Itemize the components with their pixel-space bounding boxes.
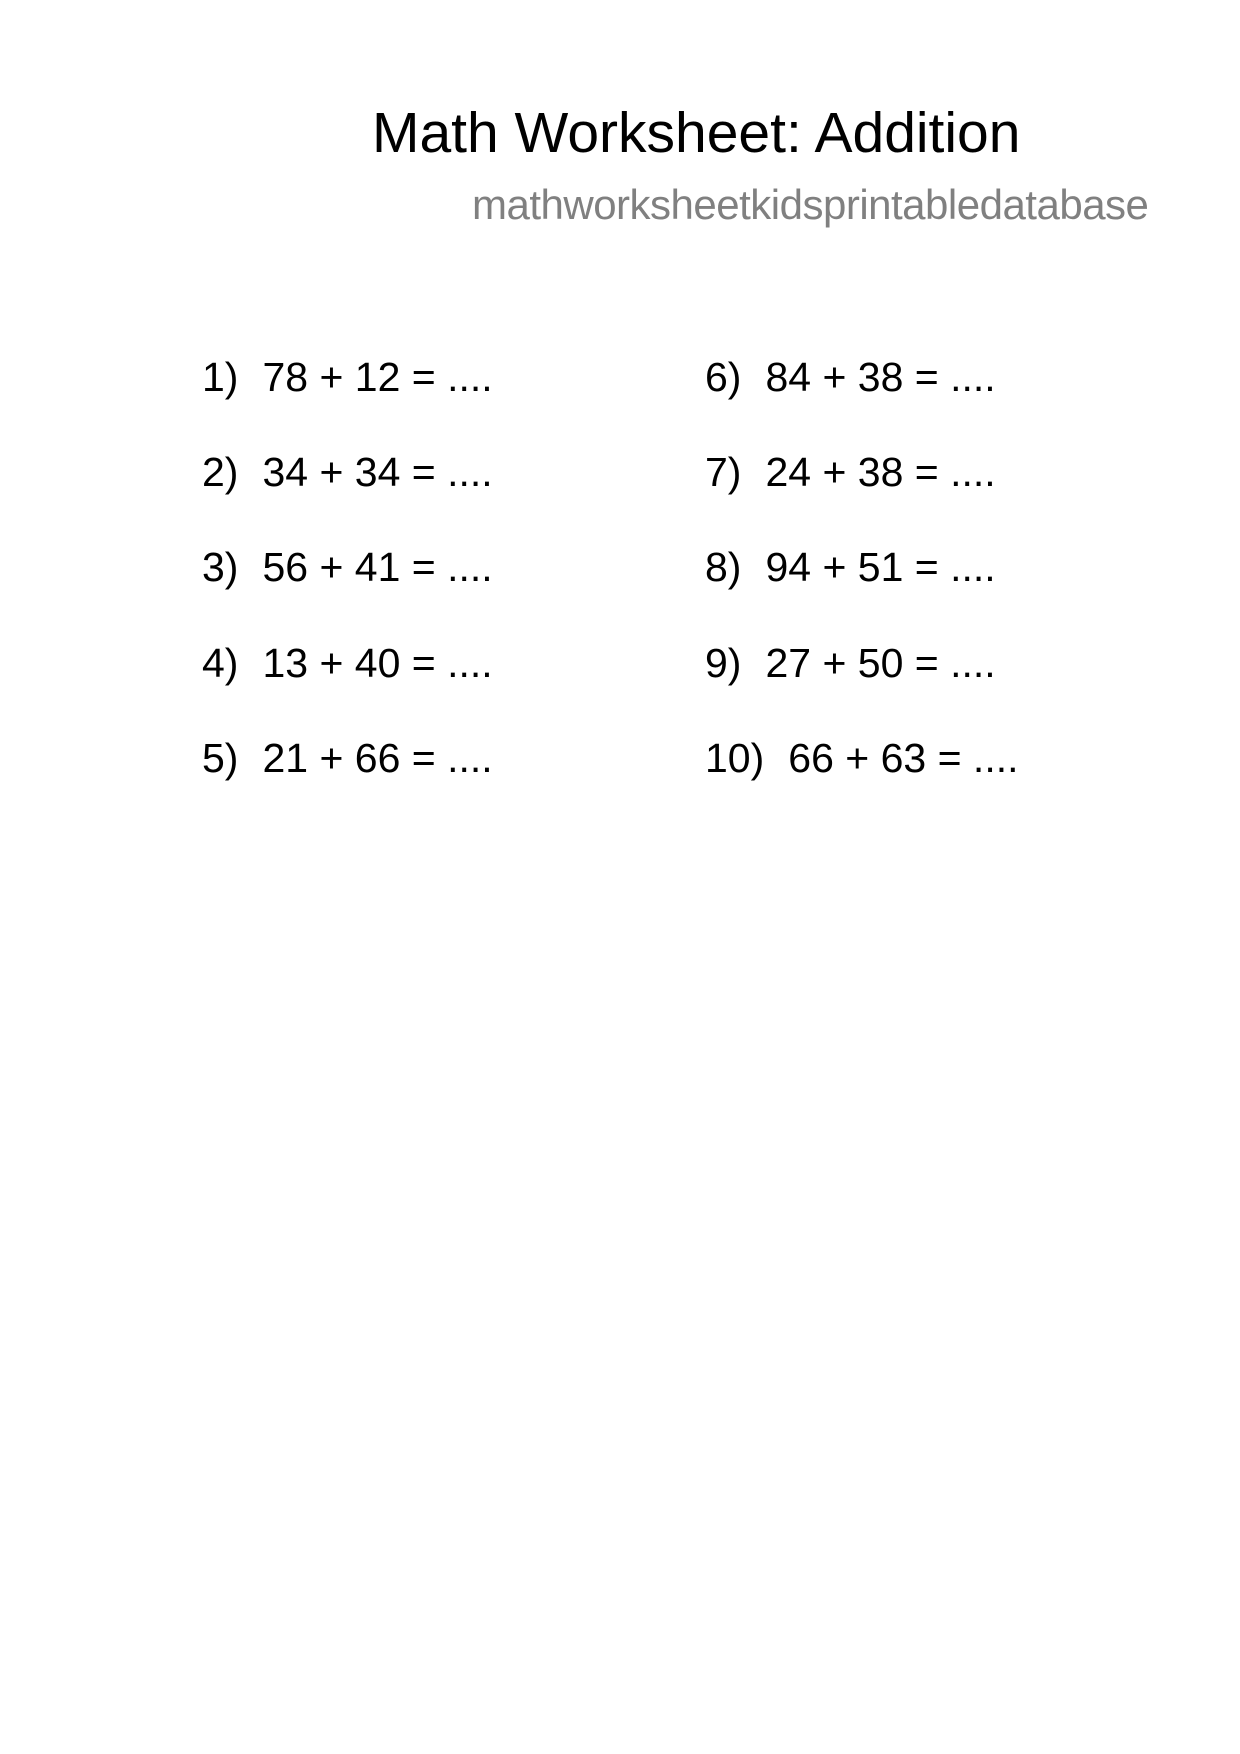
problem-expression: 13 + 40 = .... xyxy=(262,640,493,686)
problem-item xyxy=(705,733,1019,783)
problem-number: 6) xyxy=(705,354,742,400)
problem-expression: 24 + 38 = .... xyxy=(765,449,996,495)
problem-expression: 94 + 51 = .... xyxy=(765,544,996,590)
problem-expression: 27 + 50 = .... xyxy=(765,640,996,686)
problem-item xyxy=(705,352,996,402)
problem-number: 4) xyxy=(202,640,239,686)
problem-item xyxy=(705,447,996,497)
problem-expression: 66 + 63 = .... xyxy=(788,735,1019,781)
problem-item xyxy=(202,352,493,402)
problem-number: 3) xyxy=(202,544,239,590)
problem-item xyxy=(202,638,493,688)
worksheet-subtitle: mathworksheetkidsprintabledatabase xyxy=(472,181,1149,228)
problem-expression: 56 + 41 = .... xyxy=(262,544,493,590)
problem-expression: 34 + 34 = .... xyxy=(262,449,493,495)
problem-number: 7) xyxy=(705,449,742,495)
problem-item xyxy=(705,542,996,592)
problem-expression: 78 + 12 = .... xyxy=(262,354,493,400)
problem-number: 8) xyxy=(705,544,742,590)
problem-item xyxy=(202,542,493,592)
problem-number: 10) xyxy=(705,735,765,781)
worksheet-title: Math Worksheet: Addition xyxy=(372,101,1021,165)
problem-number: 1) xyxy=(202,354,239,400)
problem-number: 5) xyxy=(202,735,239,781)
problem-number: 9) xyxy=(705,640,742,686)
problem-item xyxy=(705,638,996,688)
problem-item xyxy=(202,733,493,783)
problem-item xyxy=(202,447,493,497)
problem-number: 2) xyxy=(202,449,239,495)
problem-expression: 84 + 38 = .... xyxy=(765,354,996,400)
problem-expression: 21 + 66 = .... xyxy=(262,735,493,781)
